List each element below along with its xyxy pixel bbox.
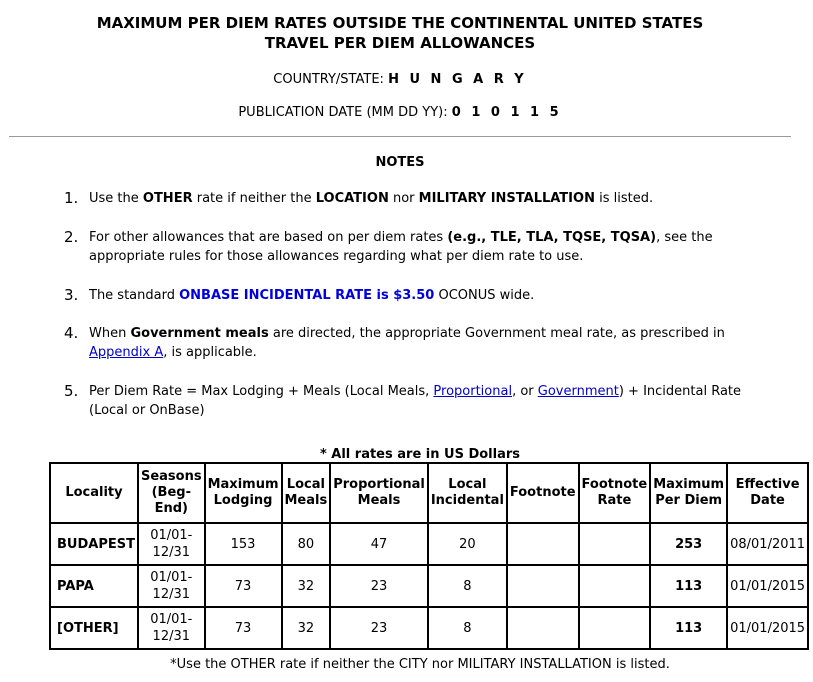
cell-local-meals: 80 [282, 523, 331, 565]
government-link[interactable]: Government [537, 384, 619, 399]
publication-date-label: PUBLICATION DATE (MM DD YY): [238, 105, 448, 120]
table-row [50, 607, 808, 649]
note-text: For other allowances that are based on per diem rates (e.g., TLE, TLA, TQSE, TQSA), see the appropriate rules for those allowances regarding what per diem rate to use. [89, 230, 713, 264]
country-line [0, 72, 800, 87]
header-footnote: Footnote [507, 463, 579, 523]
cell-local-incidental: 8 [428, 607, 507, 649]
cell-local-incidental: 20 [428, 523, 507, 565]
header-max-lodging: Maximum Lodging [205, 463, 282, 523]
cell-max-per-diem: 113 [650, 565, 727, 607]
cell-local-incidental: 8 [428, 565, 507, 607]
cell-footnote-rate [579, 607, 651, 649]
appendix-a-link[interactable]: Appendix A [89, 345, 164, 360]
cell-seasons: 01/01-12/31 [138, 523, 205, 565]
header-seasons: Seasons (Beg-End) [138, 463, 205, 523]
cell-locality: PAPA [50, 565, 138, 607]
cell-local-meals: 32 [282, 607, 331, 649]
proportional-link[interactable]: Proportional [433, 384, 513, 399]
cell-locality: [OTHER] [50, 607, 138, 649]
header-max-per-diem: Maximum Per Diem [650, 463, 727, 523]
header-local-meals: Local Meals [282, 463, 331, 523]
header-locality: Locality [50, 463, 138, 523]
notes-heading: NOTES [375, 155, 425, 170]
cell-lodging: 73 [205, 607, 282, 649]
note-text: When Government meals are directed, the appropriate Government meal rate, as prescribed in Appendix A, is applicable. [89, 326, 725, 360]
onbase-incidental-rate: ONBASE INCIDENTAL RATE is $3.50 [179, 288, 435, 303]
cell-effective-date: 01/01/2015 [727, 565, 808, 607]
rates-table [49, 462, 809, 650]
header-proportional-meals: Proportional Meals [330, 463, 428, 523]
rates-caption: * All rates are in US Dollars [319, 447, 521, 462]
table-header-row [50, 463, 808, 523]
note-number: 4. [64, 324, 79, 342]
publication-date-value: 0 1 0 1 1 5 [451, 105, 562, 120]
cell-seasons: 01/01-12/31 [138, 565, 205, 607]
header-footnote-rate: Footnote Rate [579, 463, 651, 523]
cell-lodging: 73 [205, 565, 282, 607]
cell-locality: BUDAPEST [50, 523, 138, 565]
cell-lodging: 153 [205, 523, 282, 565]
note-number: 2. [64, 228, 79, 246]
table-footnote: *Use the OTHER rate if neither the CITY nor MILITARY INSTALLATION is listed. [170, 657, 670, 672]
table-row [50, 523, 808, 565]
cell-max-per-diem: 253 [650, 523, 727, 565]
page-subtitle: TRAVEL PER DIEM ALLOWANCES [264, 34, 536, 52]
note-number: 5. [64, 382, 79, 400]
note-text: The standard ONBASE INCIDENTAL RATE is $3.50 OCONUS wide. [89, 288, 535, 303]
note-number: 3. [64, 286, 79, 304]
header-local-incidental: Local Incidental [428, 463, 507, 523]
cell-max-per-diem: 113 [650, 607, 727, 649]
note-text: Use the OTHER rate if neither the LOCATION nor MILITARY INSTALLATION is listed. [89, 191, 654, 206]
cell-local-meals: 32 [282, 565, 331, 607]
cell-seasons: 01/01-12/31 [138, 607, 205, 649]
cell-effective-date: 01/01/2015 [727, 607, 808, 649]
page-title: MAXIMUM PER DIEM RATES OUTSIDE THE CONTINENTAL UNITED STATES [96, 14, 704, 32]
note-text: Per Diem Rate = Max Lodging + Meals (Local Meals, Proportional, or Government) + Incidental Rate (Local or OnBase) [89, 384, 742, 418]
publication-date-line [0, 105, 800, 120]
cell-footnote-rate [579, 565, 651, 607]
cell-footnote [507, 565, 579, 607]
cell-footnote [507, 523, 579, 565]
note-number: 1. [64, 189, 79, 207]
header-effective-date: Effective Date [727, 463, 808, 523]
cell-proportional-meals: 47 [330, 523, 428, 565]
country-label: COUNTRY/STATE: [273, 72, 384, 87]
table-row [50, 565, 808, 607]
cell-proportional-meals: 23 [330, 565, 428, 607]
cell-footnote [507, 607, 579, 649]
divider [9, 136, 791, 137]
cell-footnote-rate [579, 523, 651, 565]
cell-proportional-meals: 23 [330, 607, 428, 649]
cell-effective-date: 08/01/2011 [727, 523, 808, 565]
country-value: H U N G A R Y [388, 72, 527, 87]
